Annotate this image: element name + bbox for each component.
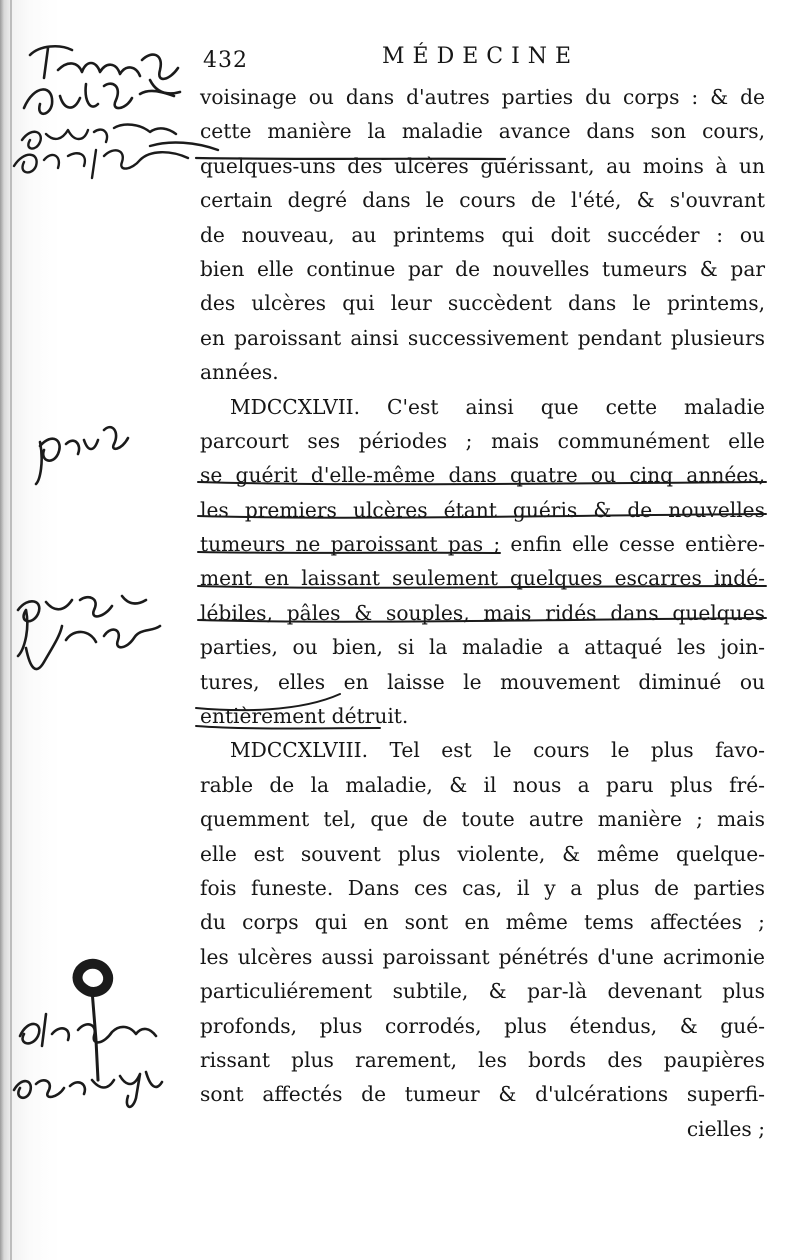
- page-header: [0, 38, 800, 78]
- text-line: particuliérement subtile, & par-là devenant plus: [200, 979, 765, 1004]
- margin-note-middle: [18, 596, 160, 669]
- text-line: se guérit d'elle-même dans quatre ou cinq années,: [200, 463, 765, 488]
- text-line: profonds, plus corrodés, plus étendus, & gué-: [200, 1013, 765, 1038]
- text-line: des ulcères qui leur succèdent dans le printems,: [200, 291, 765, 316]
- page-number: 432: [203, 48, 248, 73]
- text-line: bien elle continue par de nouvelles tumeurs & par: [200, 256, 765, 281]
- text-line: certain degré dans le cours de l'été, & s'ouvrant: [200, 188, 765, 213]
- text-line: de nouveau, au printems qui doit succéder : ou: [200, 222, 765, 247]
- ink-blot: [78, 964, 109, 1080]
- text-line: voisinage ou dans d'autres parties du corps : & de: [200, 85, 765, 109]
- text-line: lébiles, pâles & souples, mais ridés dans quelques: [200, 600, 765, 625]
- text-line: cette manière la maladie avance dans son cours,: [200, 119, 765, 144]
- text-line: sont affectés de tumeur & d'ulcérations superfi-: [200, 1082, 765, 1107]
- text-line: elle est souvent plus violente, & même quelque-: [200, 841, 765, 866]
- text-line: ment en laissant seulement quelques escarres indé-: [200, 566, 765, 591]
- text-line: parties, ou bien, si la maladie a attaqué les join-: [200, 635, 765, 660]
- text-line: les premiers ulcères étant guéris & de nouvelles: [200, 497, 765, 522]
- text-line: quemment tel, que de toute autre manière ; mais: [200, 807, 765, 832]
- paragraph-start-mdccxlvii: MDCCXLVII. C'est ainsi que cette maladie: [230, 394, 765, 419]
- body-text: [200, 80, 765, 1146]
- margin-note-periods: [36, 427, 128, 484]
- text-line: parcourt ses périodes ; mais communément elle: [200, 428, 765, 453]
- text-line: rissant plus rarement, les bords des paupières: [200, 1047, 765, 1072]
- text-line: tures, elles en laisse le mouvement diminué ou: [200, 669, 765, 694]
- text-line: années.: [200, 360, 279, 385]
- paragraph-start-mdccxlviii: MDCCXLVIII. Tel est le cours le plus favo-: [230, 738, 765, 763]
- text-line: fois funeste. Dans ces cas, il y a plus de parties: [200, 875, 765, 900]
- text-line: les ulcères aussi paroissant pénétrés d'une acrimonie: [200, 944, 765, 969]
- text-line: du corps qui en sont en même tems affectées ;: [200, 910, 765, 935]
- text-line: cielles ;: [686, 1116, 765, 1141]
- page-spine-shadow: [10, 0, 12, 1260]
- text-line: rable de la maladie, & il nous a paru plus fré-: [200, 772, 765, 797]
- margin-note-bottom: [14, 1014, 162, 1107]
- text-line: en paroissant ainsi successivement pendant plusieurs: [200, 325, 765, 350]
- running-title: MÉDECINE: [382, 44, 580, 69]
- text-line: tumeurs ne paroissant pas ; enfin elle cesse entière-: [200, 532, 765, 557]
- text-line: quelques-uns des ulcères guérissant, au moins à un: [200, 153, 765, 178]
- text-line: entièrement détruit.: [200, 704, 409, 729]
